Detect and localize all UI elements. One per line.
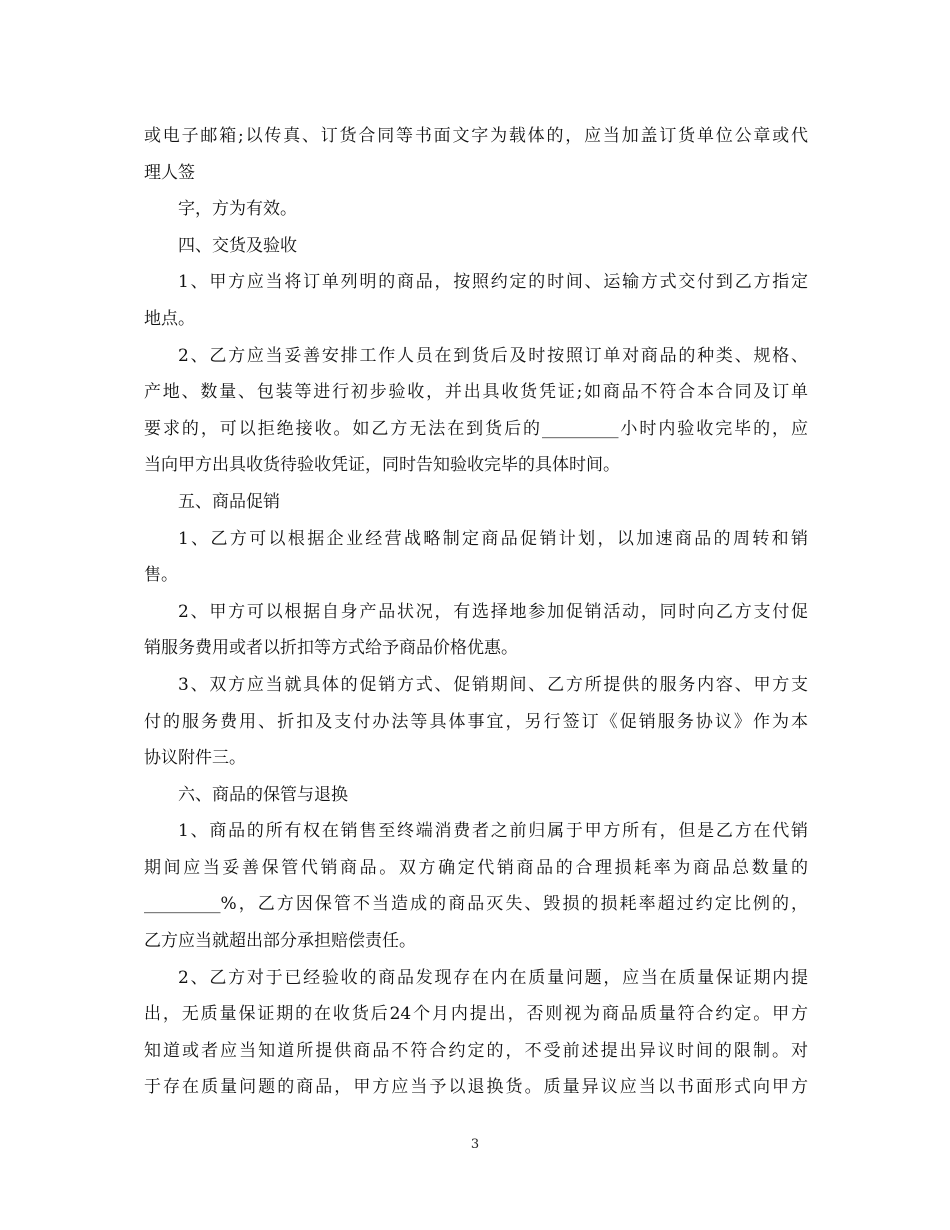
text-line: _________%，乙方因保管不当造成的商品灭失、毁损的损耗率超过约定比例的，	[144, 894, 808, 915]
text-line: 产地、数量、包装等进行初步验收，并出具收货凭证;如商品不符合本合同及订单	[144, 382, 808, 403]
text-line: 期间应当妥善保管代销商品。双方确定代销商品的合理损耗率为商品总数量的	[144, 857, 808, 878]
text-line: 3、双方应当就具体的促销方式、促销期间、乙方所提供的服务内容、甲方支	[178, 674, 808, 695]
page-number: 3	[470, 1137, 480, 1152]
text-line: 1、甲方应当将订单列明的商品，按照约定的时间、运输方式交付到乙方指定	[178, 272, 808, 293]
text-line: 2、乙方对于已经验收的商品发现存在内在质量问题，应当在质量保证期内提	[178, 967, 808, 988]
text-line: 地点。	[144, 308, 195, 329]
text-line: 字，方为有效。	[178, 199, 297, 220]
text-line: 于存在质量问题的商品，甲方应当予以退换货。质量异议应当以书面形式向甲方	[144, 1077, 808, 1098]
text-line: 销服务费用或者以折扣等方式给予商品价格优惠。	[144, 638, 518, 659]
text-line: 1、商品的所有权在销售至终端消费者之前归属于甲方所有，但是乙方在代销	[178, 821, 808, 842]
document-body	[144, 118, 808, 1106]
section-heading: 五、商品促销	[178, 491, 280, 512]
text-line: 理人签	[144, 162, 195, 183]
text-line: 出，无质量保证期的在收货后24个月内提出，否则视为商品质量符合约定。甲方	[144, 1004, 808, 1025]
text-line: 要求的，可以拒绝接收。如乙方无法在到货后的_________小时内验收完毕的，应	[144, 418, 808, 439]
section-heading: 六、商品的保管与退换	[178, 784, 348, 805]
text-line: 2、甲方可以根据自身产品状况，有选择地参加促销活动，同时向乙方支付促	[178, 601, 808, 622]
text-line: 付的服务费用、折扣及支付办法等具体事宜，另行签订《促销服务协议》作为本	[144, 711, 808, 732]
text-line: 2、乙方应当妥善安排工作人员在到货后及时按照订单对商品的种类、规格、	[178, 345, 808, 366]
text-line: 知道或者应当知道所提供商品不符合约定的，不受前述提出异议时间的限制。对	[144, 1040, 808, 1061]
text-line: 售。	[144, 565, 178, 586]
section-heading: 四、交货及验收	[178, 235, 297, 256]
text-line: 协议附件三。	[144, 748, 246, 769]
text-line: 当向甲方出具收货待验收凭证，同时告知验收完毕的具体时间。	[144, 455, 620, 476]
text-line: 乙方应当就超出部分承担赔偿责任。	[144, 931, 416, 952]
text-line: 1、乙方可以根据企业经营战略制定商品促销计划，以加速商品的周转和销	[178, 528, 808, 549]
text-line: 或电子邮箱;以传真、订货合同等书面文字为载体的，应当加盖订货单位公章或代	[144, 126, 808, 146]
